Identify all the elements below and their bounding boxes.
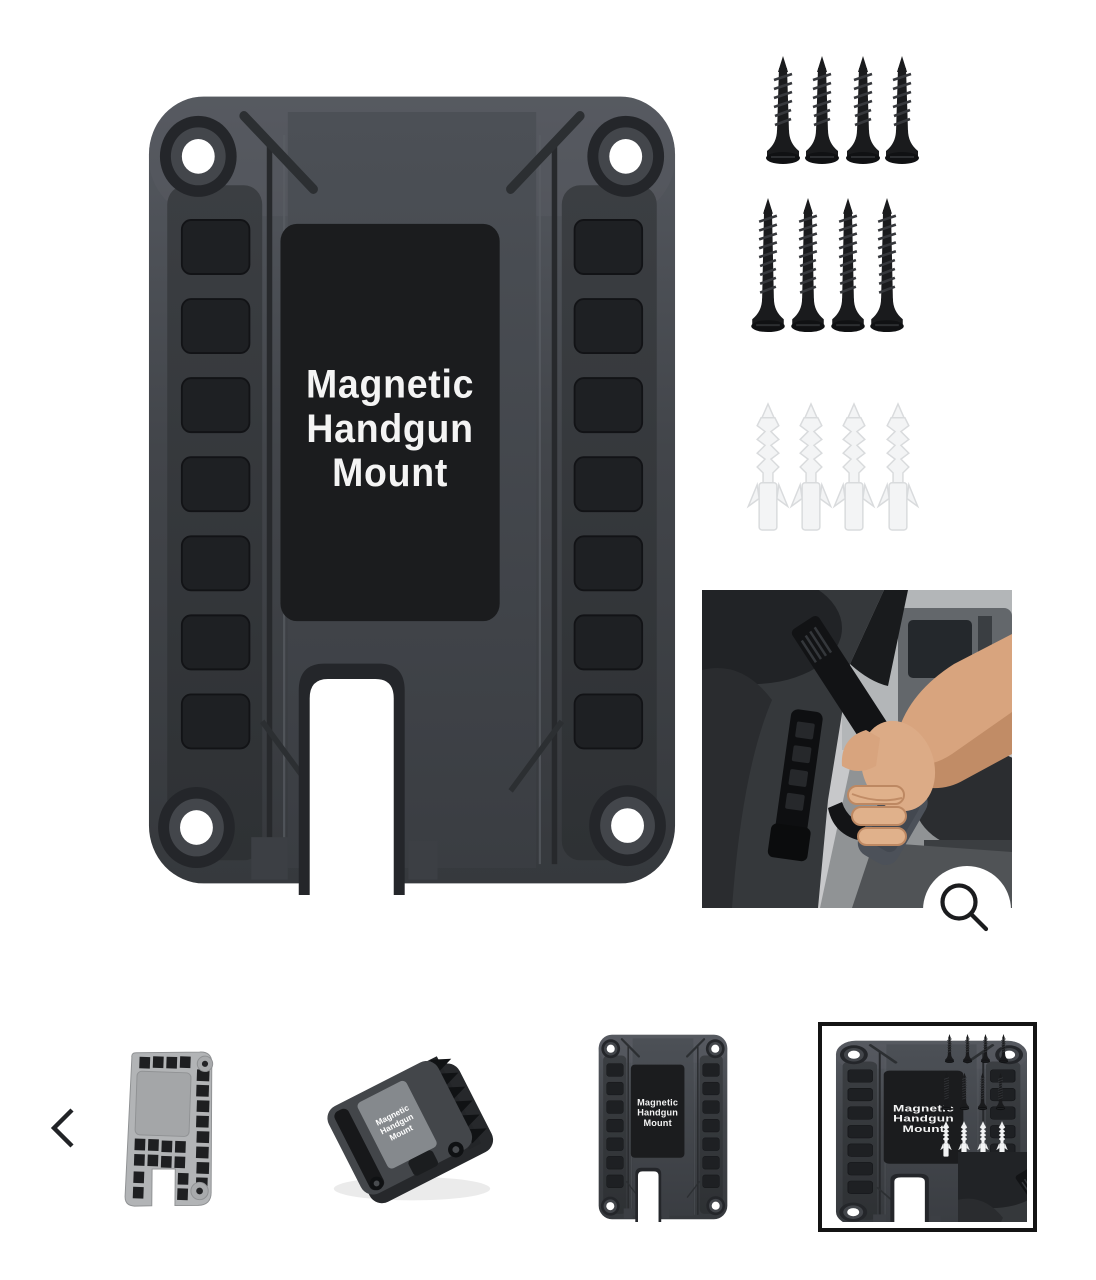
kit-composite-mini bbox=[828, 1032, 1027, 1222]
zoom-button[interactable] bbox=[923, 866, 1011, 954]
thumbnail-front-view[interactable] bbox=[596, 1032, 730, 1222]
hardware-kit-illustration bbox=[730, 40, 940, 550]
wall-anchors-row bbox=[748, 404, 917, 530]
short-screws-row bbox=[766, 56, 919, 164]
mount-front-small-illustration bbox=[596, 1032, 730, 1222]
long-screws-row bbox=[751, 198, 904, 332]
mount-back-illustration bbox=[112, 1048, 220, 1212]
mounting-hardware-image bbox=[730, 40, 940, 550]
carousel-prev-button[interactable] bbox=[42, 1104, 88, 1152]
magnifier-icon bbox=[923, 866, 1011, 954]
mount-front-illustration bbox=[138, 85, 686, 895]
in-vehicle-scene bbox=[702, 590, 1012, 908]
main-product-image[interactable] bbox=[138, 85, 686, 895]
mount-angled-illustration bbox=[326, 1048, 498, 1216]
lifestyle-photo bbox=[702, 590, 1012, 908]
thumbnail-angled-view[interactable] bbox=[326, 1048, 498, 1216]
thumbnail-back-view[interactable] bbox=[112, 1048, 220, 1212]
chevron-left-icon bbox=[42, 1104, 88, 1152]
thumbnail-kit-view-selected[interactable] bbox=[818, 1022, 1037, 1232]
